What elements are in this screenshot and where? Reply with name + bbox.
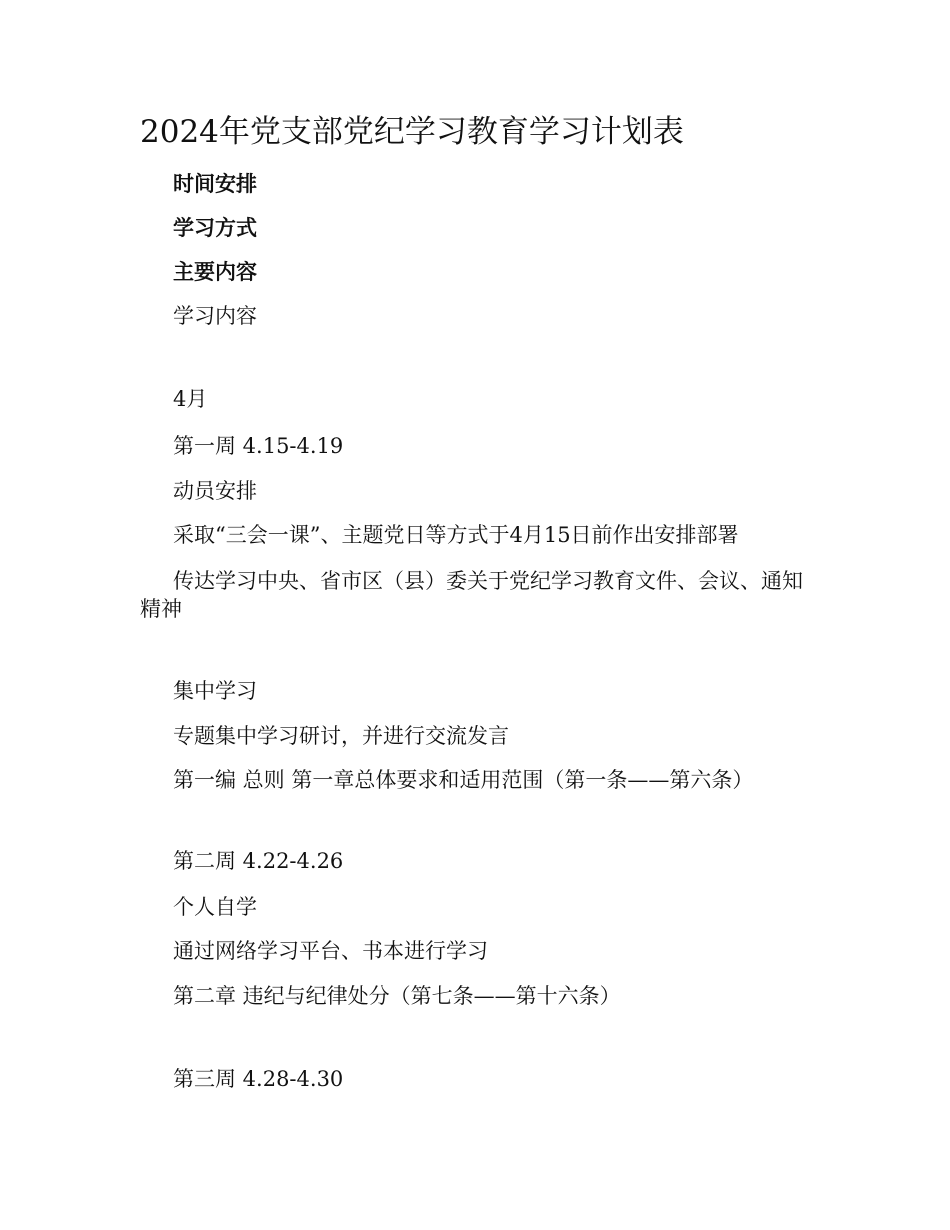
- header-study-content: 学习内容: [173, 304, 257, 328]
- week1-type-mobilization: 动员安排: [173, 479, 257, 503]
- week1-detail-convey: 传达学习中央、省市区（县）委关于党纪学习教育文件、会议、通知精神: [140, 569, 803, 621]
- header-time-schedule: 时间安排: [173, 171, 257, 196]
- week1-detail-arrangement: 采取“三会一课”、主题党日等方式于4月15日前作出安排部署: [173, 523, 739, 547]
- week2-detail-chapter: 第二章 违纪与纪律处分（第七条——第十六条）: [173, 984, 621, 1008]
- week2-detail-platform: 通过网络学习平台、书本进行学习: [173, 939, 488, 963]
- document-title: 2024年党支部党纪学习教育学习计划表: [140, 114, 684, 150]
- week2-label: 第二周 4.22-4.26: [173, 849, 344, 873]
- week2-type-selfstudy: 个人自学: [173, 895, 257, 919]
- week1-detail-discussion: 专题集中学习研讨，并进行交流发言: [173, 724, 509, 748]
- week1-detail-chapter: 第一编 总则 第一章总体要求和适用范围（第一条——第六条）: [173, 768, 754, 792]
- week1-type-collective: 集中学习: [173, 679, 257, 703]
- header-main-content: 主要内容: [173, 259, 257, 284]
- header-study-method: 学习方式: [173, 215, 257, 240]
- week3-label: 第三周 4.28-4.30: [173, 1067, 344, 1091]
- month-label: 4月: [173, 387, 208, 411]
- week1-label: 第一周 4.15-4.19: [173, 434, 344, 458]
